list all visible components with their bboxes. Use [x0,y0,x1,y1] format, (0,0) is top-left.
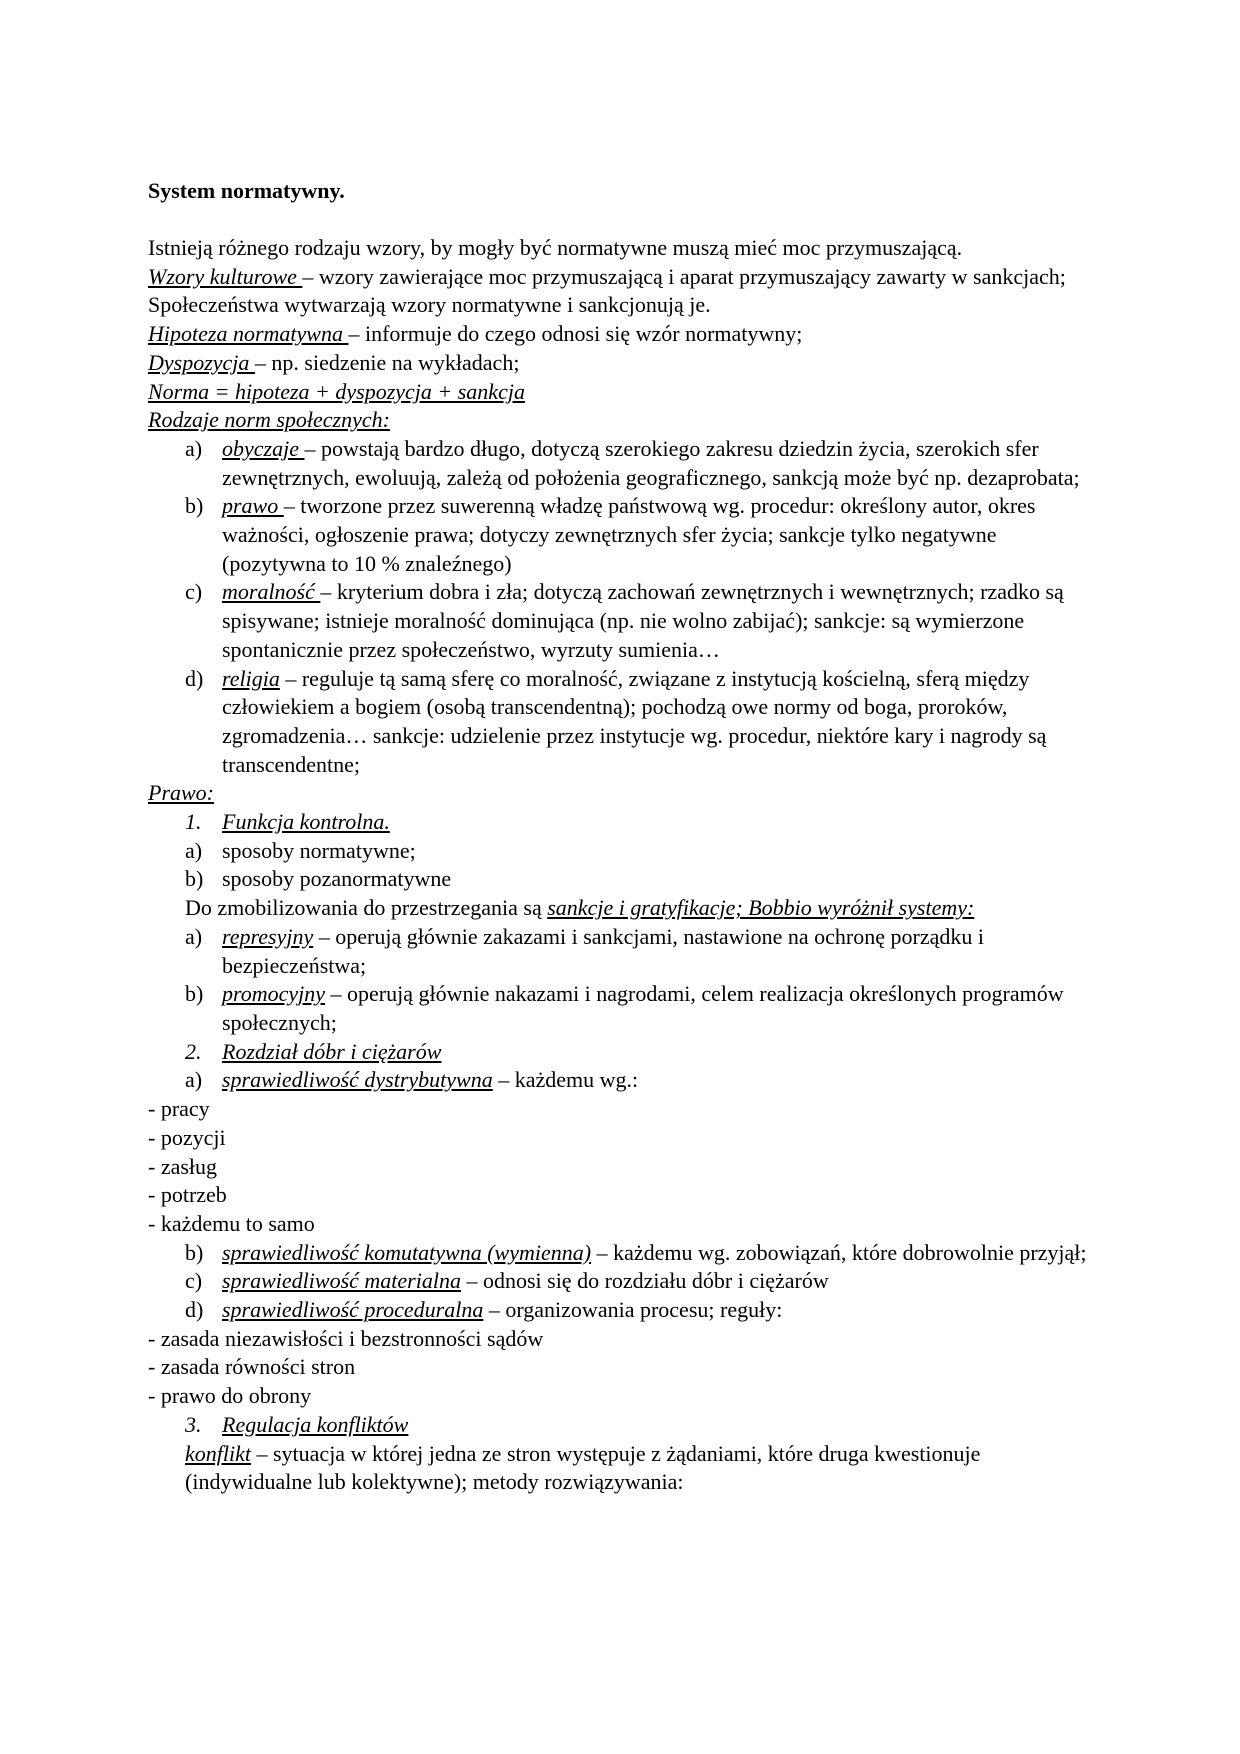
list-term: prawo [222,493,284,519]
paragraph-term: sankcje i gratyfikacje; Bobbio wyróżnił systemy: [547,895,975,921]
definition-text: – wzory zawierające moc przymuszającą i aparat przymuszający zawarty w sankcjach; [302,263,1066,289]
section-title: Regulacja konfliktów [222,1411,409,1437]
section-number: 3. [185,1411,202,1437]
list-label: a) [185,837,203,863]
list-text: – tworzone przez suwerenną władzę państwową wg. procedur: określony autor, okres ważności, ogłoszenie prawa; dotyczy zewnętrznych sfer życia; sankcje tylko negatywne (pozytywna to 10 % znaleźnego) [222,493,1036,576]
list-text: – kryterium dobra i zła; dotyczą zachowań zewnętrznych i wewnętrznych; rzadko są spisywane; istnieje moralność dominująca (np. nie wolno zabijać); sankcje: są wymierzone spontanicznie przez społeczeństwo, wyrzuty sumienia… [222,579,1064,662]
definition-wzory [148,263,1098,292]
list-item [148,837,1098,866]
list-text: sposoby normatywne; [222,837,416,863]
section-title: Funkcja kontrolna. [222,809,390,835]
paragraph-text: Do zmobilizowania do przestrzegania są [185,895,548,921]
term-wzory: Wzory kulturowe [148,263,303,289]
list-term: promocyjny [222,981,326,1007]
paragraph-text: – sytuacja w której jedna ze stron występuje z żądaniami, które druga kwestionuje (indywidualne lub kolektywne); metody rozwiązywania: [185,1440,981,1495]
list-term: sprawiedliwość materialna [222,1268,461,1294]
list-term: sprawiedliwość proceduralna [222,1297,484,1323]
dash-item: - pracy [148,1096,210,1122]
norm-types-list [148,435,1098,779]
list-label: b) [185,981,204,1007]
list-label: a) [185,923,203,949]
section-number: 2. [185,1038,202,1064]
list-label: a) [185,435,203,461]
list-label: d) [185,1297,204,1323]
section-heading-3 [148,1411,1098,1440]
page-title: System normatywny. [148,178,345,203]
term-konflikt: konflikt [185,1440,251,1466]
norma-formula [148,378,1098,407]
list-text: – operują głównie zakazami i sankcjami, nastawione na ochronę porządku i bezpieczeństwa; [222,923,984,978]
dash-item: - każdemu to samo [148,1210,315,1236]
definition-hipoteza [148,320,1098,349]
list-text: – operują głównie nakazami i nagrodami, celem realizacja określonych programów społecznych; [222,981,1064,1035]
list-item [148,1267,1098,1296]
dash-item: - zasług [148,1153,218,1179]
definition-text: – informuje do czego odnosi się wzór normatywny; [348,321,803,347]
list-item [148,923,1098,980]
dash-item: - potrzeb [148,1182,227,1208]
dash-item: - pozycji [148,1124,226,1150]
document-body [148,176,1098,1497]
list-label: c) [185,1268,203,1294]
society-paragraph: Społeczeństwa wytwarzają wzory normatywne i sankcjonują je. [148,292,711,318]
section-number: 1. [185,809,202,835]
list-item [148,1239,1098,1268]
list-item [148,578,1098,664]
list-item [148,865,1098,894]
definition-text: – np. siedzenie na wykładach; [254,349,520,375]
intro-paragraph: Istnieją różnego rodzaju wzory, by mogły być normatywne muszą mieć moc przymuszającą. [148,235,963,260]
list-text: – odnosi się do rozdziału dóbr i ciężarów [460,1268,829,1294]
definition-dyspozycja [148,349,1098,378]
list-text: – każdemu wg.: [492,1067,639,1093]
term-dyspozycja: Dyspozycja [148,349,255,375]
list-text: sposoby pozanormatywne [222,866,452,892]
list-label: c) [185,579,203,605]
konflikt-paragraph [148,1440,1098,1497]
term-hipoteza: Hipoteza normatywna [148,321,349,347]
list-term: sprawiedliwość dystrybutywna [222,1067,493,1093]
list-item [148,1066,1098,1095]
prawo-heading [148,779,1098,808]
list-term: religia [222,665,280,691]
section-heading-2 [148,1038,1098,1067]
dash-item: - prawo do obrony [148,1383,312,1409]
list-label: d) [185,665,204,691]
list-item [148,435,1098,492]
dash-item: - zasada niezawisłości i bezstronności sądów [148,1325,544,1351]
list-term: represyjny [222,923,314,949]
list-item [148,492,1098,578]
list-item [148,1296,1098,1325]
rodzaje-heading [148,406,1098,435]
list-text: – każdemu wg. zobowiązań, które dobrowolnie przyjął; [591,1239,1087,1265]
list-text: – powstają bardzo długo, dotyczą szerokiego zakresu dziedzin życia, szerokich sfer zewnętrznych, ewoluują, zależą od położenia geograficznego, sankcją może być np. dezaprobata; [222,435,1080,490]
list-term: sprawiedliwość komutatywna (wymienna) [222,1239,592,1265]
list-item [148,665,1098,780]
list-text: – reguluje tą samą sferę co moralność, związane z instytucją kościelną, sferą między człowiekiem a bogiem (osobą transcendentną); pochodzą owe normy od boga, proroków, zgromadzenia… sankcje: udzielenie przez instytucje wg. procedur, niektóre kary i nagrody są transcendentne; [222,665,1047,777]
rodzaje-heading-text: Rodzaje norm społecznych: [148,407,390,433]
section-heading-1 [148,808,1098,837]
list-label: b) [185,493,204,519]
list-label: b) [185,866,204,892]
list-text: – organizowania procesu; reguły: [483,1297,783,1323]
norma-formula-text: Norma = hipoteza + dyspozycja + sankcja [148,378,525,404]
mobilization-paragraph [148,894,1098,923]
list-label: a) [185,1067,203,1093]
section-title: Rozdział dóbr i ciężarów [222,1038,442,1064]
list-item [148,980,1098,1037]
list-label: b) [185,1239,204,1265]
prawo-heading-text: Prawo: [148,780,214,806]
list-term: moralność [222,579,321,605]
list-term: obyczaje [222,435,305,461]
dash-item: - zasada równości stron [148,1354,356,1380]
